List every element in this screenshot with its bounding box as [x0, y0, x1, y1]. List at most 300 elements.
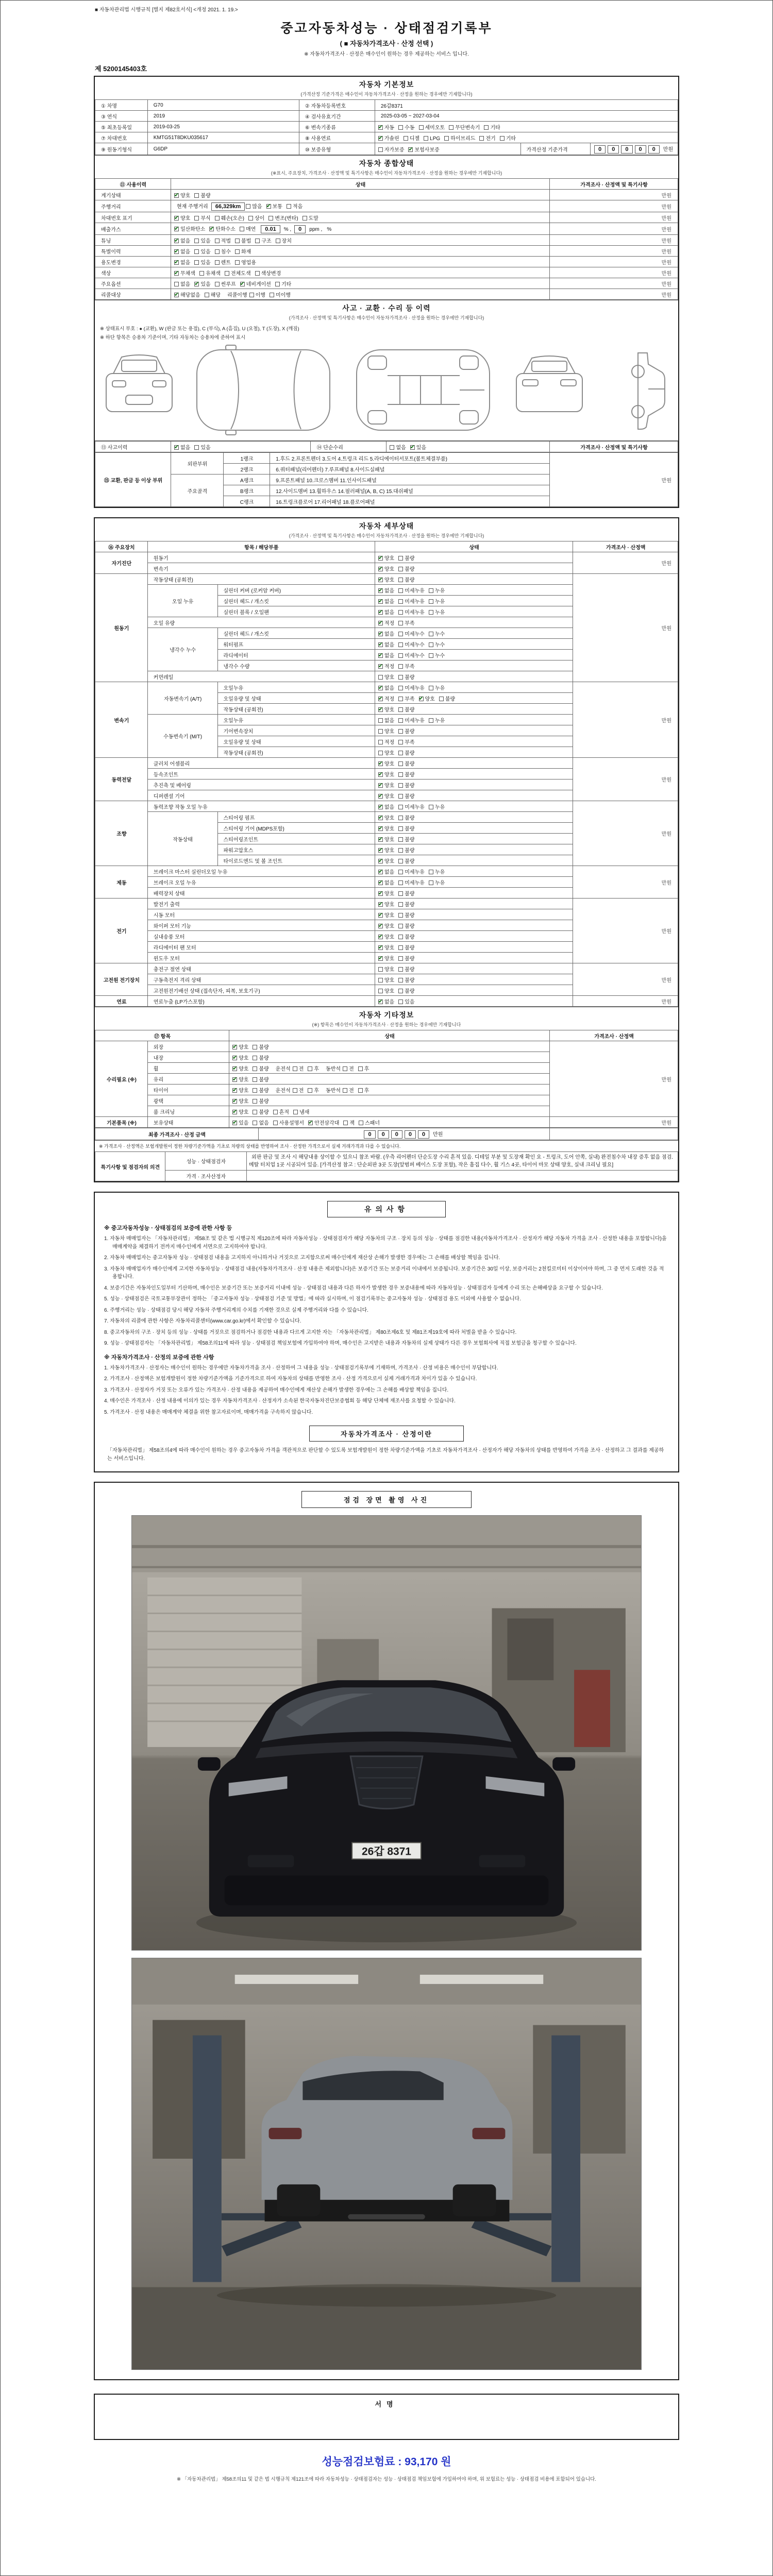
text: 특기사항 및 점검자의 의견	[100, 1164, 160, 1171]
unchecked-checkbox-icon	[303, 216, 307, 221]
text: 오일유량 및 상태	[223, 739, 261, 745]
car-damage-diagram	[99, 344, 674, 436]
checkbox-썬루프	[215, 280, 236, 287]
checked-checkbox-icon	[232, 1110, 237, 1114]
text: 원동기	[114, 626, 129, 632]
checkbox-양호	[378, 792, 394, 800]
notice-item: 8. 중고자동차의 구조 · 장치 등의 성능 · 상태를 거짓으로 점검하거나 점검한 내용과 다르게 고지한 자는 「자동차관리법」 제80조제6호 및 제81조제19호에 따라 처벌을 받을 수 있습니다.	[104, 1329, 517, 1335]
checked-checkbox-icon	[378, 772, 383, 777]
checkbox-없음	[378, 716, 394, 724]
value-vin	[147, 132, 299, 143]
group-brake	[95, 866, 148, 899]
text: 2랭크	[240, 467, 254, 473]
checkbox-불량	[398, 954, 414, 962]
page-subtitle-note: ※ 자동차가격조사 · 산정은 매수인이 원하는 경우 제공하는 서비스 입니다.	[304, 52, 469, 57]
table-row	[95, 212, 678, 223]
notices-part1-list	[104, 1235, 669, 1348]
text: 리콜이행	[227, 292, 247, 298]
state	[375, 660, 573, 671]
checkbox-label: 양호	[384, 956, 395, 962]
checkbox-label: 불량	[405, 826, 415, 832]
unchecked-checkbox-icon	[378, 147, 383, 152]
unchecked-checkbox-icon	[308, 1088, 312, 1093]
state-odometer	[171, 190, 550, 200]
text: 만원	[661, 193, 671, 199]
unchecked-checkbox-icon	[199, 271, 204, 276]
text: 만원	[661, 281, 671, 287]
state	[375, 682, 573, 693]
checkbox-label: 불량	[405, 858, 415, 865]
checked-checkbox-icon	[308, 1121, 313, 1125]
checkbox-후	[308, 1086, 319, 1094]
checkbox-label: 수동	[405, 125, 415, 131]
text: 기본품목 (※)	[106, 1120, 137, 1126]
state	[375, 909, 573, 920]
checkbox-렌트	[215, 258, 231, 266]
unchecked-checkbox-icon	[398, 913, 403, 918]
checkbox-label: 불량	[405, 988, 415, 994]
checkbox-label: 냄새	[299, 1109, 310, 1115]
checkbox-불량	[398, 965, 414, 973]
state-room-cleaning	[229, 1106, 550, 1117]
unchecked-checkbox-icon	[398, 891, 403, 896]
part	[147, 974, 375, 985]
checked-checkbox-icon	[378, 642, 383, 647]
header-price-remarks	[550, 179, 678, 190]
checkbox-불량	[398, 824, 414, 832]
text: 워터펌프	[223, 642, 244, 648]
checked-checkbox-icon	[378, 913, 383, 918]
unchecked-checkbox-icon	[358, 1066, 363, 1071]
state-holding	[229, 1117, 550, 1128]
boxed-value: 0	[364, 1130, 375, 1139]
checkbox-디젤	[404, 134, 419, 142]
unchecked-checkbox-icon	[343, 1121, 348, 1125]
checkbox-전	[343, 1064, 354, 1072]
unchecked-checkbox-icon	[378, 740, 383, 744]
checkbox-없음	[174, 258, 190, 266]
notice-item: 5. 성능 · 상태점검은 국토교통부장관이 정하는 「중고자동차 성능 · 상태점검 기준 및 방법」에 따라 실시하며, 이 점검기록부는 중고자동차 성능 · 상태점검 용도 이외에 사용할 수 없습니다.	[104, 1296, 521, 1302]
unchecked-checkbox-icon	[253, 1121, 257, 1125]
checkbox-label: 없음	[396, 445, 406, 451]
unchecked-checkbox-icon	[225, 271, 229, 276]
label-rank2	[223, 464, 270, 474]
checkbox-label: 없음	[384, 653, 395, 659]
unchecked-checkbox-icon	[429, 718, 433, 723]
checkbox-불량	[253, 1043, 268, 1050]
checkbox-보험사보증	[408, 145, 439, 153]
part	[217, 660, 375, 671]
label-glass	[147, 1074, 229, 1084]
text: G6DP	[153, 146, 168, 152]
text: C랭크	[240, 499, 254, 505]
checkbox-불량	[398, 835, 414, 843]
state	[375, 704, 573, 715]
text: 윈도우 모터	[153, 956, 180, 962]
label-main-frame	[171, 474, 224, 507]
part	[147, 779, 375, 790]
checkbox-label: 불량	[405, 772, 415, 778]
price-odometer	[550, 190, 678, 200]
state	[375, 563, 573, 574]
checkbox-유채색	[199, 269, 221, 277]
unchecked-checkbox-icon	[398, 556, 403, 561]
unchecked-checkbox-icon	[194, 249, 199, 254]
text: 등속조인트	[153, 772, 179, 778]
text: 만원	[661, 561, 671, 567]
unchecked-checkbox-icon	[398, 859, 403, 863]
unchecked-checkbox-icon	[398, 805, 403, 809]
text: 실린더 헤드 / 개스킷	[223, 599, 269, 605]
checked-checkbox-icon	[240, 282, 245, 286]
checkbox-누수	[429, 640, 445, 648]
unchecked-checkbox-icon	[343, 1066, 347, 1071]
checkbox-적정	[378, 662, 394, 670]
checkbox-양호	[378, 889, 394, 897]
part	[147, 953, 375, 963]
unchecked-checkbox-icon	[398, 826, 403, 831]
checked-checkbox-icon	[378, 599, 383, 604]
checkbox-양호	[378, 770, 394, 778]
overall-section-header	[95, 155, 678, 178]
header-major-device	[95, 541, 148, 552]
text: 작동상태 (공회전)	[153, 577, 193, 583]
checkbox-양호	[378, 954, 394, 962]
notice-item: 6. 주행거리는 성능 · 상태점검 당시 해당 자동차 주행거리계의 수치를 기재한 것으로 실제 주행거리와 다를 수 있습니다.	[104, 1307, 368, 1313]
state-tuning	[171, 235, 550, 246]
unchecked-checkbox-icon	[249, 293, 254, 297]
text: 유리	[153, 1077, 164, 1083]
checkbox-label: 불량	[259, 1044, 269, 1050]
unchecked-checkbox-icon	[378, 751, 383, 755]
unchecked-checkbox-icon	[429, 599, 433, 604]
unchecked-checkbox-icon	[429, 805, 433, 809]
overall-state-table	[95, 178, 678, 300]
state	[375, 585, 573, 596]
state	[375, 888, 573, 899]
state	[375, 899, 573, 909]
checkbox-불량	[398, 673, 414, 681]
checkbox-label: 많음	[252, 204, 262, 210]
checkbox-label: 해당없음	[180, 292, 200, 298]
checkbox-훼손(오손)	[215, 214, 244, 222]
checkbox-label: 누수	[434, 631, 445, 637]
label-special-history	[95, 246, 171, 257]
unchecked-checkbox-icon	[235, 239, 240, 243]
checkbox-label: 불량	[405, 945, 415, 951]
checkbox-label: 영업용	[241, 260, 256, 266]
text: 운전석	[275, 1088, 291, 1094]
checkbox-많음	[246, 202, 262, 210]
label-tire	[147, 1084, 229, 1095]
table-row	[95, 899, 678, 909]
unchecked-checkbox-icon	[273, 1110, 278, 1114]
text: 최종 가격조사 · 산정 금액	[148, 1132, 206, 1138]
car-diagram-area	[95, 341, 678, 441]
checkbox-양호	[378, 987, 394, 994]
text: 만원	[661, 249, 671, 255]
checkbox-양호	[174, 191, 190, 199]
checkbox-흔적	[273, 1108, 289, 1115]
checkbox-양호	[232, 1064, 248, 1072]
checkbox-기타	[500, 134, 516, 142]
unchecked-checkbox-icon	[270, 293, 274, 297]
group-repair-needed	[95, 1041, 148, 1117]
checkbox-미세누유	[398, 586, 425, 594]
label-rank-a	[223, 474, 270, 485]
checkbox-label: 불량	[405, 902, 415, 908]
state-usage-change	[171, 257, 550, 267]
text: 동반석	[326, 1088, 341, 1094]
checkbox-label: 양호	[384, 674, 395, 681]
section-basic-overall-accident	[94, 76, 679, 508]
text: 성능 · 상태점검자	[186, 1159, 226, 1165]
checkbox-없음	[390, 443, 406, 451]
unchecked-checkbox-icon	[253, 1066, 257, 1071]
state	[375, 650, 573, 660]
table-row	[95, 246, 678, 257]
checkbox-label: 양호	[384, 902, 395, 908]
part	[217, 855, 375, 866]
boxed-value: 0	[608, 145, 619, 154]
text: 9.프론트패널 10.크로스멤버 11.인사이드패널	[276, 478, 377, 484]
checkbox-label: 없음	[180, 281, 191, 287]
checkbox-label: 양호	[384, 945, 395, 951]
part	[147, 985, 375, 996]
price-main-options	[550, 278, 678, 289]
text: G70	[153, 102, 163, 108]
unchecked-checkbox-icon	[240, 227, 244, 231]
checkbox-불량	[439, 694, 455, 702]
checkbox-label: 누유	[434, 718, 445, 724]
table-row	[95, 223, 678, 235]
unchecked-checkbox-icon	[398, 642, 403, 647]
text: 브레이크 마스터 실린더오일 누유	[153, 869, 228, 875]
table-row	[95, 552, 678, 563]
state	[375, 725, 573, 736]
text: 변속기	[153, 566, 169, 572]
inspection-photo-underbody	[131, 1958, 642, 2370]
table-row	[95, 289, 678, 300]
sub-at	[147, 682, 217, 715]
text: 작동상태 (공회전)	[223, 707, 263, 713]
checkbox-label: 부족	[405, 620, 415, 626]
text: 클러치 어셈블리	[153, 761, 190, 767]
checked-checkbox-icon	[378, 686, 383, 690]
checked-checkbox-icon	[174, 239, 179, 243]
checkbox-label: 전기	[485, 135, 496, 142]
text: ⑤ 최초등록일	[101, 125, 132, 131]
value-engine-type	[147, 143, 299, 155]
checkbox-label: 적법	[221, 238, 231, 244]
checked-checkbox-icon	[378, 805, 383, 809]
state	[375, 552, 573, 563]
checkbox-구조	[255, 236, 271, 244]
sub-mt	[147, 715, 217, 758]
checkbox-label: 색상변경	[261, 270, 281, 277]
part	[147, 877, 375, 888]
text: 보유상태	[153, 1120, 174, 1126]
header-price	[550, 1030, 678, 1041]
unchecked-checkbox-icon	[398, 567, 403, 571]
checkbox-도말	[303, 214, 318, 222]
value-reg-no	[375, 100, 678, 111]
checkbox-label: 잭	[349, 1120, 355, 1126]
notice-item: 1. 자동차 매매업자는 「자동차관리법」 제58조 및 같은 법 시행규칙 제120조에 따라 자동차성능 · 상태점검자가 해당 자동차의 구조 · 장치 등의 성능 · 상태를 점검한 내용(자동차가격조사 · 산정자가 해당 자동차 가격을 조사 · 산정한 내용을 포함합니다)을 매매계약을 체결하기 전까지 매수인에게 서면으로 고지하여야 합니다.	[104, 1236, 667, 1250]
notice-item: 1. 자동차가격조사 · 산정자는 매수인이 원하는 경우에만 자동차가격을 조사 · 산정하여 그 내용을 성능 · 상태점검기록부에 기재하며, 가격조사 · 산정 비용은 매수인이 부담합니다.	[104, 1365, 498, 1371]
checkbox-안전삼각대	[308, 1118, 339, 1126]
state	[375, 715, 573, 725]
checkbox-양호	[378, 846, 394, 854]
table-row	[95, 111, 678, 122]
checkbox-있음	[194, 443, 210, 451]
checkbox-불량	[398, 922, 414, 929]
damage-code-legend: ※ 상태표시 부호 : ● (교환), W (판금 또는 용접), C (부식), A (흠집), U (요철), T (도장), X (깨짐)	[100, 326, 299, 332]
unchecked-checkbox-icon	[268, 216, 273, 221]
text: 주요옵션	[101, 281, 121, 287]
car-on-lift-photo	[262, 2056, 513, 2222]
unchecked-checkbox-icon	[275, 282, 280, 286]
text: 만원	[661, 777, 671, 783]
unchecked-checkbox-icon	[398, 653, 403, 658]
etc-info-table	[95, 1030, 678, 1128]
part	[217, 736, 375, 747]
inspector-opinion-table	[95, 1151, 678, 1181]
checkbox-일산화탄소	[174, 225, 205, 232]
checkbox-양호	[378, 565, 394, 572]
checkbox-label: 보험사보증	[414, 147, 440, 153]
checkbox-label: 안전삼각대	[314, 1120, 340, 1126]
checkbox-불량	[194, 191, 210, 199]
text: 2025-03-05 ~ 2027-03-04	[380, 113, 440, 119]
checkbox-label: 도말	[308, 215, 318, 222]
unchecked-checkbox-icon	[273, 1121, 278, 1125]
text: 가격조사 · 산정액	[594, 1033, 634, 1040]
accident-section-note: (가격조사 · 산정액 및 특기사항은 매수인이 자동차가격조사 · 산정을 원하는 경우에만 기재합니다)	[289, 315, 484, 320]
boxed-value: 0.01	[261, 225, 280, 233]
checkbox-label: 후	[314, 1066, 320, 1072]
text: 만원	[661, 832, 671, 837]
checkbox-없음	[378, 878, 394, 886]
part	[147, 996, 375, 1007]
checkbox-label: 양호	[239, 1109, 249, 1115]
checkbox-불량	[398, 770, 414, 778]
text: 자기진단	[111, 561, 132, 567]
checkbox-label: 양호	[239, 1055, 249, 1061]
unchecked-checkbox-icon	[378, 729, 383, 734]
unchecked-checkbox-icon	[246, 204, 250, 209]
license-plate-number: 26갑 8371	[362, 1845, 411, 1858]
checkbox-label: 불량	[405, 891, 415, 897]
price-engine	[573, 574, 678, 682]
section-notices	[94, 1192, 679, 1472]
checkbox-label: 없음	[180, 249, 191, 255]
label-rank-b	[223, 485, 270, 496]
checkbox-양호	[378, 814, 394, 821]
text: 계기상태	[101, 193, 121, 199]
text: 만원	[661, 260, 671, 266]
checkbox-label: 있음	[200, 238, 211, 244]
text: ⑭ 단순수리	[316, 445, 343, 451]
text: 만원	[661, 478, 671, 484]
price-color	[550, 267, 678, 278]
part	[217, 834, 375, 844]
state	[375, 996, 573, 1007]
label-main-options	[95, 278, 171, 289]
checkbox-label: 없음	[180, 260, 191, 266]
text: 광택	[153, 1098, 164, 1105]
etc-section-title: 자동차 기타정보	[359, 1011, 414, 1019]
boxed-value: 0	[594, 145, 606, 154]
state-wheel	[229, 1063, 550, 1074]
unchecked-checkbox-icon	[398, 632, 403, 636]
unchecked-checkbox-icon	[398, 870, 403, 874]
label-base-price	[520, 143, 591, 155]
boxed-value: 0	[648, 145, 660, 154]
boxed-value: 0	[405, 1130, 416, 1139]
unchecked-checkbox-icon	[419, 125, 424, 130]
text: 12.사이드멤버 13.휠하우스 14.필러패널(A, B, C) 15.대쉬패널	[276, 488, 413, 495]
text: 배출가스	[101, 227, 121, 233]
checkbox-label: 적정	[384, 739, 395, 745]
unchecked-checkbox-icon	[378, 978, 383, 982]
checkbox-label: 네비게이션	[246, 281, 271, 287]
text: 색상	[101, 270, 111, 277]
text: 오일누유	[223, 718, 244, 724]
state-tire	[229, 1084, 550, 1095]
checkbox-누유	[429, 868, 445, 875]
checkbox-label: 자동	[384, 125, 395, 131]
checkbox-label: 없음	[384, 588, 395, 594]
unchecked-checkbox-icon	[253, 1056, 257, 1060]
checkbox-label: 전	[298, 1066, 304, 1072]
checkbox-label: 미세누수	[405, 631, 425, 637]
table-row	[95, 100, 678, 111]
price-recall	[550, 289, 678, 300]
label-rank-c	[223, 496, 270, 507]
text: 주행거리	[101, 204, 121, 210]
checkbox-전	[293, 1064, 304, 1072]
notice-item: 9. 성능 · 상태점검자는 「자동차관리법」 제58조의11에 따라 성능 · 상태점검 책임보험에 가입하여야 하며, 매수인은 고지받은 내용과 자동차의 실제 상태가 다른 경우 보험회사에 직접 보험금을 청구할 수 있습니다.	[104, 1341, 577, 1346]
price-power-train	[573, 758, 678, 801]
boxed-value: 0	[635, 145, 646, 154]
license-plate	[352, 1842, 421, 1859]
checked-checkbox-icon	[378, 578, 383, 582]
checkbox-있음	[194, 236, 210, 244]
checked-checkbox-icon	[174, 293, 179, 297]
unchecked-checkbox-icon	[398, 707, 403, 712]
etc-section-header	[95, 1007, 678, 1030]
table-row	[95, 1117, 678, 1128]
checkbox-label: 양호	[384, 783, 395, 789]
unchecked-checkbox-icon	[215, 239, 220, 243]
checkbox-label: 누유	[434, 609, 445, 616]
checkbox-label: 누유	[434, 599, 445, 605]
price-self-diagnosis	[573, 552, 678, 574]
checkbox-label: 양호	[384, 815, 395, 821]
checkbox-label: 불량	[405, 750, 415, 756]
text: 실내송풍 모터	[153, 934, 185, 940]
header-item	[95, 1030, 229, 1041]
checkbox-적정	[378, 619, 394, 626]
checkbox-누유	[429, 586, 445, 594]
label-wheel	[147, 1063, 229, 1074]
checked-checkbox-icon	[408, 147, 413, 152]
checkbox-매연	[240, 225, 256, 232]
state	[375, 834, 573, 844]
text: 스티어링조인트	[223, 837, 259, 843]
unchecked-checkbox-icon	[398, 945, 403, 950]
